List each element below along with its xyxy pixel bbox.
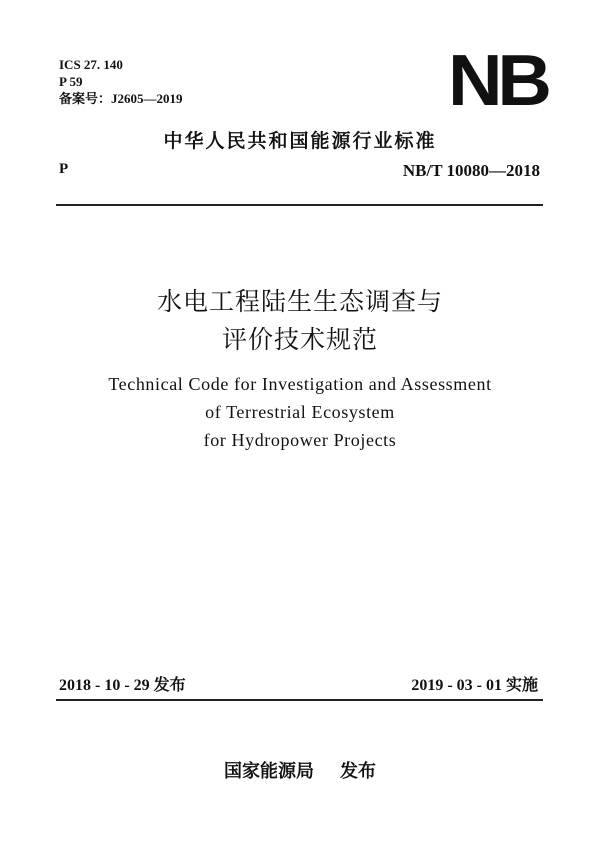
standard-body-title: 中华人民共和国能源行业标准 xyxy=(163,130,437,152)
metadata-block xyxy=(59,56,183,107)
title-cn-line-2: 评价技术规范 xyxy=(221,325,378,354)
issuer-name: 国家能源局 xyxy=(224,761,314,782)
record-number: 备案号：J2605—2019 xyxy=(59,91,183,106)
issuer-action: 发布 xyxy=(340,761,376,782)
classification-code: P xyxy=(59,161,69,177)
issue-date-value: 2018 - 10 - 29 xyxy=(59,677,150,694)
issue-date xyxy=(59,672,186,695)
title-en-line-3: for Hydropower Projects xyxy=(203,430,397,450)
issue-label: 发布 xyxy=(153,675,186,694)
implement-date-value: 2019 - 03 - 01 xyxy=(411,677,502,694)
top-divider xyxy=(56,204,543,206)
implement-date xyxy=(411,672,538,695)
ics-code: ICS 27. 140 xyxy=(59,57,123,72)
title-cn-line-1: 水电工程陆生生态调查与 xyxy=(156,287,443,316)
ccs-code: P 59 xyxy=(59,74,83,89)
title-en-line-1: Technical Code for Investigation and Assessment xyxy=(108,374,492,394)
bottom-divider xyxy=(56,699,543,701)
standard-number: NB/T 10080—2018 xyxy=(402,161,540,180)
nb-logo: NB xyxy=(448,41,547,121)
implement-label: 实施 xyxy=(505,675,538,694)
title-en-line-2: of Terrestrial Ecosystem xyxy=(205,402,395,422)
issuer-line xyxy=(0,757,600,783)
